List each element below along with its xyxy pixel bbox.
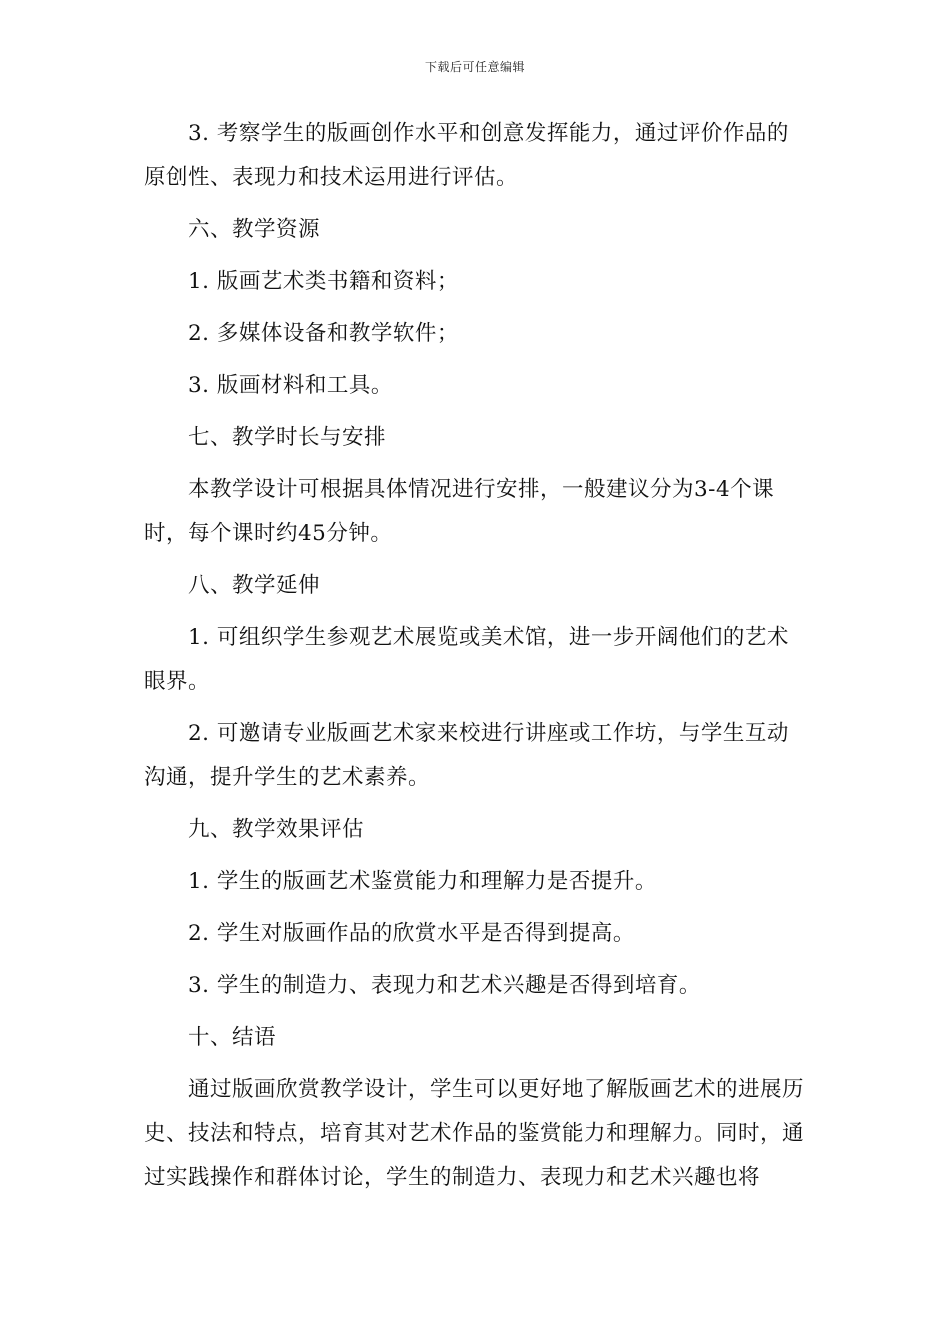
section-heading-resources: 六、教学资源 <box>188 217 321 242</box>
section-heading-assessment: 九、教学效果评估 <box>188 817 365 842</box>
paragraph-conclusion: 通过版画欣赏教学设计，学生可以更好地了解版画艺术的进展历史、技法和特点，培育其对艺术作品的鉴赏能力和理解力。同时，通过实践操作和群体讨论，学生的制造力、表现力和艺术兴趣也将 <box>144 1077 805 1190</box>
list-item-resource-3: 3. 版画材料和工具。 <box>188 373 393 398</box>
paragraph-schedule: 本教学设计可根据具体情况进行安排，一般建议分为3-4个课时，每个课时约45分钟。 <box>144 477 775 546</box>
list-item-assessment-1: 1. 学生的版画艺术鉴赏能力和理解力是否提升。 <box>188 869 657 894</box>
list-item-resource-2: 2. 多媒体设备和教学软件； <box>188 321 459 346</box>
paragraph-evaluation-3: 3. 考察学生的版画创作水平和创意发挥能力，通过评价作品的原创性、表现力和技术运用进行评估。 <box>144 121 789 190</box>
list-item-extension-1: 1. 可组织学生参观艺术展览或美术馆，进一步开阔他们的艺术眼界。 <box>144 625 789 694</box>
list-item-assessment-3: 3. 学生的制造力、表现力和艺术兴趣是否得到培育。 <box>188 973 701 998</box>
list-item-extension-2: 2. 可邀请专业版画艺术家来校进行讲座或工作坊，与学生互动沟通，提升学生的艺术素养。 <box>144 721 789 790</box>
section-heading-schedule: 七、教学时长与安排 <box>188 425 387 450</box>
section-heading-conclusion: 十、结语 <box>188 1025 277 1050</box>
list-item-assessment-2: 2. 学生对版画作品的欣赏水平是否得到提高。 <box>188 921 635 946</box>
list-item-resource-1: 1. 版画艺术类书籍和资料； <box>188 269 459 294</box>
section-heading-extension: 八、教学延伸 <box>188 573 321 598</box>
document-body <box>144 112 806 1208</box>
page-header: 下载后可任意编辑 <box>424 60 525 74</box>
